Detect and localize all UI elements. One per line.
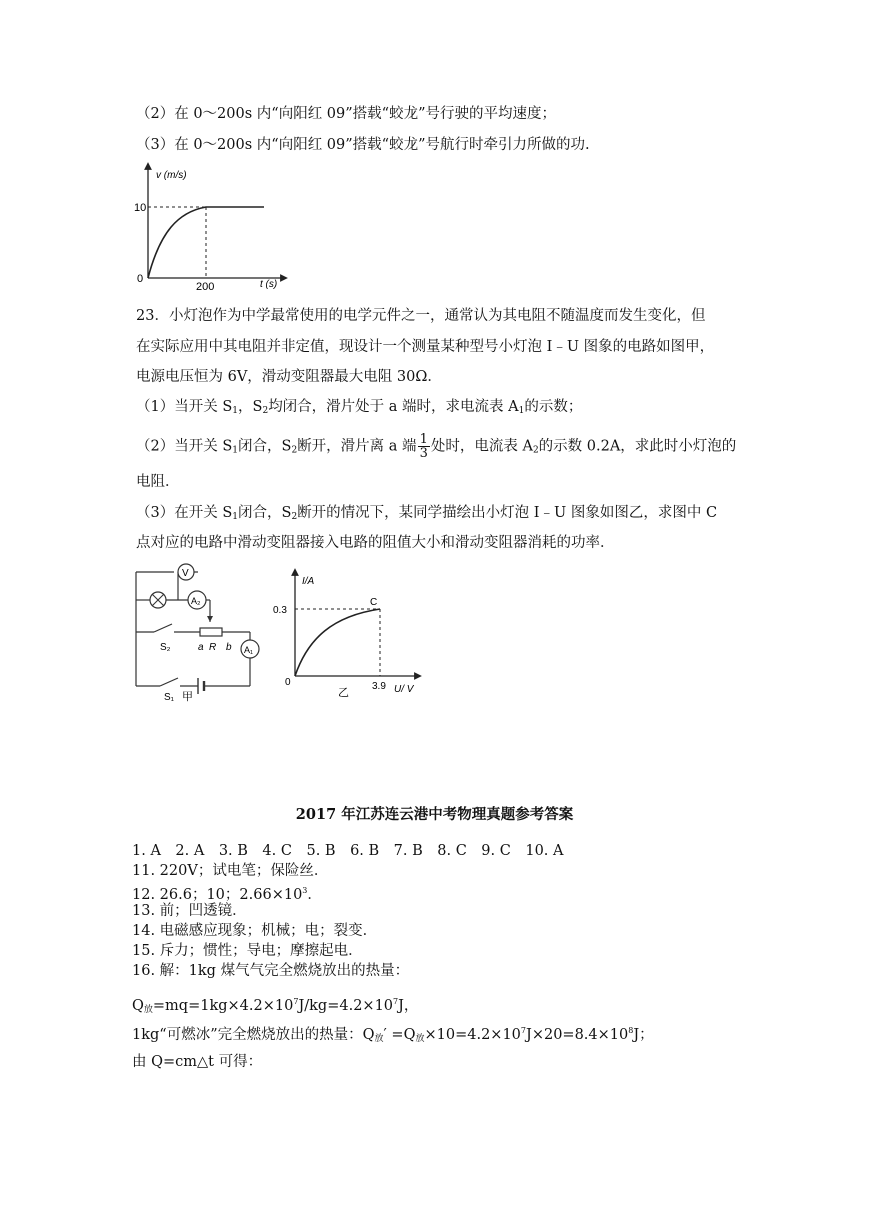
q23-part2: （2）当开关 $S_1$闭合，$S_2$断开，滑片离 a 端 $\frac{1}{3}$ 处时，电流表 $A_2$的示数 0.2A，求此时小灯泡的 bbox=[136, 432, 737, 461]
slider-arrow-icon bbox=[207, 616, 213, 622]
terminal-a-label: a bbox=[198, 642, 204, 653]
circuit-diagram bbox=[130, 562, 275, 702]
answer-11: 11. 220V；试电笔；保险丝． bbox=[132, 863, 329, 879]
svg-text:V: V bbox=[182, 568, 189, 579]
y-tick-0.3: 0.3 bbox=[273, 605, 287, 616]
rheostat-r-label: R bbox=[209, 642, 217, 653]
answer-16: 16. 解：1kg 煤气气完全燃烧放出的热量： bbox=[132, 963, 410, 979]
q23-part3-cont: 点对应的电路中滑动变阻器接入电路的阻值大小和滑动变阻器消耗的功率． bbox=[136, 535, 615, 551]
svg-text:A₂: A₂ bbox=[191, 596, 201, 606]
x-tick-200: 200 bbox=[196, 281, 215, 292]
iu-curve bbox=[295, 609, 380, 676]
answer-16-eq1: $Q_放=mq=1kg\times 4.2\times 10^7J/kg=4.2\times 10^7J$， bbox=[132, 997, 419, 1015]
answer-15: 15. 斥力；惯性；导电；摩擦起电． bbox=[132, 943, 363, 959]
terminal-b-label: b bbox=[226, 642, 232, 653]
circuit-caption: 甲 bbox=[182, 691, 193, 702]
lamp-icon bbox=[150, 592, 166, 608]
answer-14: 14. 电磁感应现象；机械；电；裂变． bbox=[132, 923, 378, 939]
y-axis-label: v (m/s) bbox=[156, 170, 187, 181]
q23-intro-line3: 电源电压恒为 6V，滑动变阻器最大电阻 30Ω． bbox=[136, 369, 442, 385]
rheostat-icon bbox=[200, 628, 222, 636]
voltmeter-icon bbox=[178, 564, 194, 580]
q22-part3: （3）在 0～200s 内“向阳红 09”搭载“蛟龙”号航行时牵引力所做的功. bbox=[136, 137, 590, 153]
x-axis-label: t (s) bbox=[260, 279, 278, 290]
point-c-label: C bbox=[370, 597, 378, 608]
x-axis-label: U/ V bbox=[394, 684, 414, 695]
origin-label: 0 bbox=[137, 273, 144, 285]
q22-part2: （2）在 0～200s 内“向阳红 09”搭载“蛟龙”号行驶的平均速度； bbox=[136, 106, 556, 122]
answer-1-10: 1. A 2. A 3. B 4. C 5. B 6. B 7. B 8. C 9. C 10. A bbox=[132, 843, 564, 859]
ammeter-a1-icon bbox=[241, 640, 259, 658]
graph-caption: 乙 bbox=[338, 687, 349, 699]
velocity-time-graph bbox=[134, 162, 294, 292]
y-axis-label: I/A bbox=[302, 576, 315, 587]
current-voltage-graph bbox=[268, 568, 428, 708]
answer-13: 13. 前；凹透镜． bbox=[132, 903, 247, 919]
battery-icon bbox=[198, 678, 204, 694]
svg-text:A₁: A₁ bbox=[244, 645, 254, 655]
origin-label: 0 bbox=[285, 677, 291, 688]
answer-12: 12. 26.6；10；$2.66\times 10^3$． bbox=[132, 886, 322, 903]
switch-s2-label: S₂ bbox=[160, 642, 171, 653]
answer-16-eq2: 1kg“可燃冰”完全燃烧放出的热量：$Q_放' =Q_放\times 10=4.2\times 10^7J\times 20=8.4\times 10^8J$； bbox=[132, 1026, 654, 1044]
ammeter-a2-icon bbox=[188, 591, 206, 609]
q23-part3: （3）在开关 $S_1$闭合，$S_2$断开的情况下，某同学描绘出小灯泡 I﹣U 图象如图乙，求图中 C bbox=[136, 505, 718, 522]
switch-s1-label: S₁ bbox=[164, 692, 175, 702]
q23-intro-line1: 23．小灯泡作为中学最常使用的电学元件之一，通常认为其电阻不随温度而发生变化，但 bbox=[136, 308, 706, 324]
q23-intro-line2: 在实际应用中其电阻并非定值，现设计一个测量某种型号小灯泡 I﹣U 图象的电路如图甲， bbox=[136, 339, 715, 355]
x-tick-3.9: 3.9 bbox=[372, 681, 386, 692]
q23-part1: （1）当开关 $S_1$，$S_2$均闭合，滑片处于 a 端时，求电流表 $A_1$的示数； bbox=[136, 399, 583, 416]
answer-16-eq3: 由 Q=cm△t 可得： bbox=[132, 1054, 263, 1070]
answers-title: 2017 年江苏连云港中考物理真题参考答案 bbox=[295, 806, 574, 823]
y-tick-10: 10 bbox=[134, 202, 147, 214]
q23-part2-cont: 电阻． bbox=[136, 474, 180, 490]
fraction-one-third: $\frac{1}{3}$ bbox=[419, 432, 428, 461]
